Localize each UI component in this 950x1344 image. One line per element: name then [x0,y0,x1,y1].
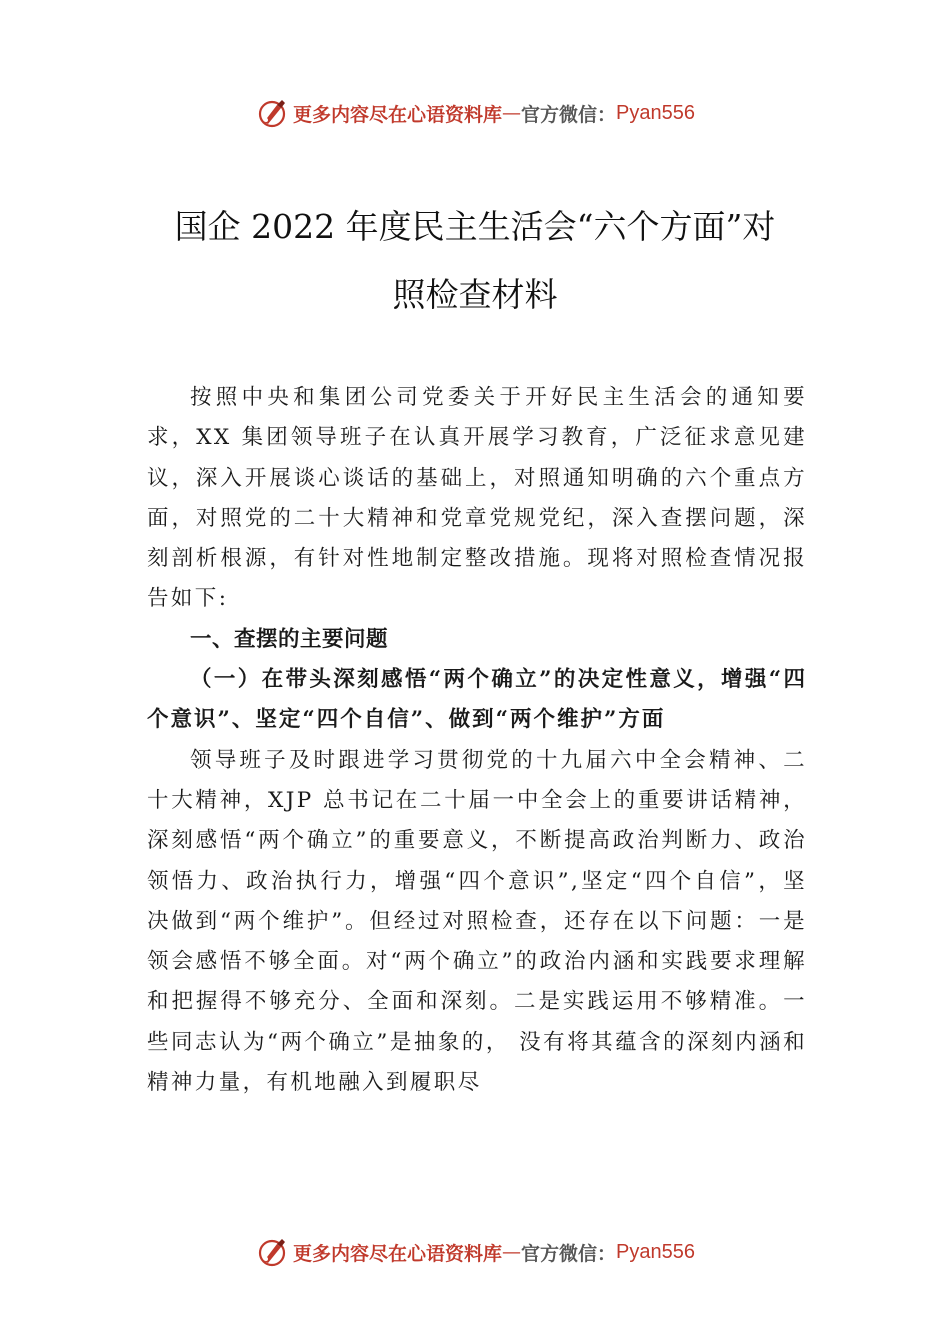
watermark-wechat-label: 官方微信： [521,103,617,126]
section-heading: 一、查摆的主要问题 [190,626,389,652]
title-line-1: 国企 2022 年度民主生活会“六个方面”对 [174,207,776,246]
document-body [147,378,807,1103]
document-title [145,193,805,329]
watermark-site: 更多内容尽在心语资料库 [293,103,503,126]
body-paragraph: 领导班子及时跟进学习贯彻党的十九届六中全会精神、二十大精神，XJP 总书记在二十届一中全会上的重要讲话精神，深刻感悟“两个确立”的重要意义，不断提高政治判断力、政治领悟力、政治执行力，增强“四个意识”,坚定“四个自信”，坚决做到“两个维护”。但经过对照检查，还存在以下问题：一是领会感悟不够全面。对“两个确立”的政治内涵和实践要求理解和把握得不够充分、全面和深刻。二是实践运用不够精准。一些同志认为“两个确立”是抽象的， 没有将其蕴含的深刻内涵和精神力量，有机地融入到履职尽 [147,747,807,1096]
watermark-separator: — [502,102,522,124]
watermark-wechat-label: 官方微信： [521,1242,617,1265]
watermark-site: 更多内容尽在心语资料库 [293,1242,503,1265]
watermark-separator: — [502,1241,522,1263]
watermark-wechat-id: Pyan556 [616,101,695,124]
watermark-header [0,93,950,133]
title-line-2: 照检查材料 [392,275,558,314]
pen-seal-logo-icon [255,96,289,130]
subsection-heading: （一）在带头深刻感悟“两个确立”的决定性意义，增强“四个意识”、坚定“四个自信”、做到“两个维护”方面 [147,667,807,733]
intro-paragraph: 按照中央和集团公司党委关于开好民主生活会的通知要求，XX 集团领导班子在认真开展学习教育，广泛征求意见建议，深入开展谈心谈话的基础上，对照通知明确的六个重点方面，对照党的二十大精神和党章党规党纪，深入查摆问题，深刻剖析根源，有针对性地制定整改措施。现将对照检查情况报告如下: [147,385,807,612]
pen-seal-logo-icon [255,1235,289,1269]
watermark-footer [0,1232,950,1272]
watermark-wechat-id: Pyan556 [616,1240,695,1263]
